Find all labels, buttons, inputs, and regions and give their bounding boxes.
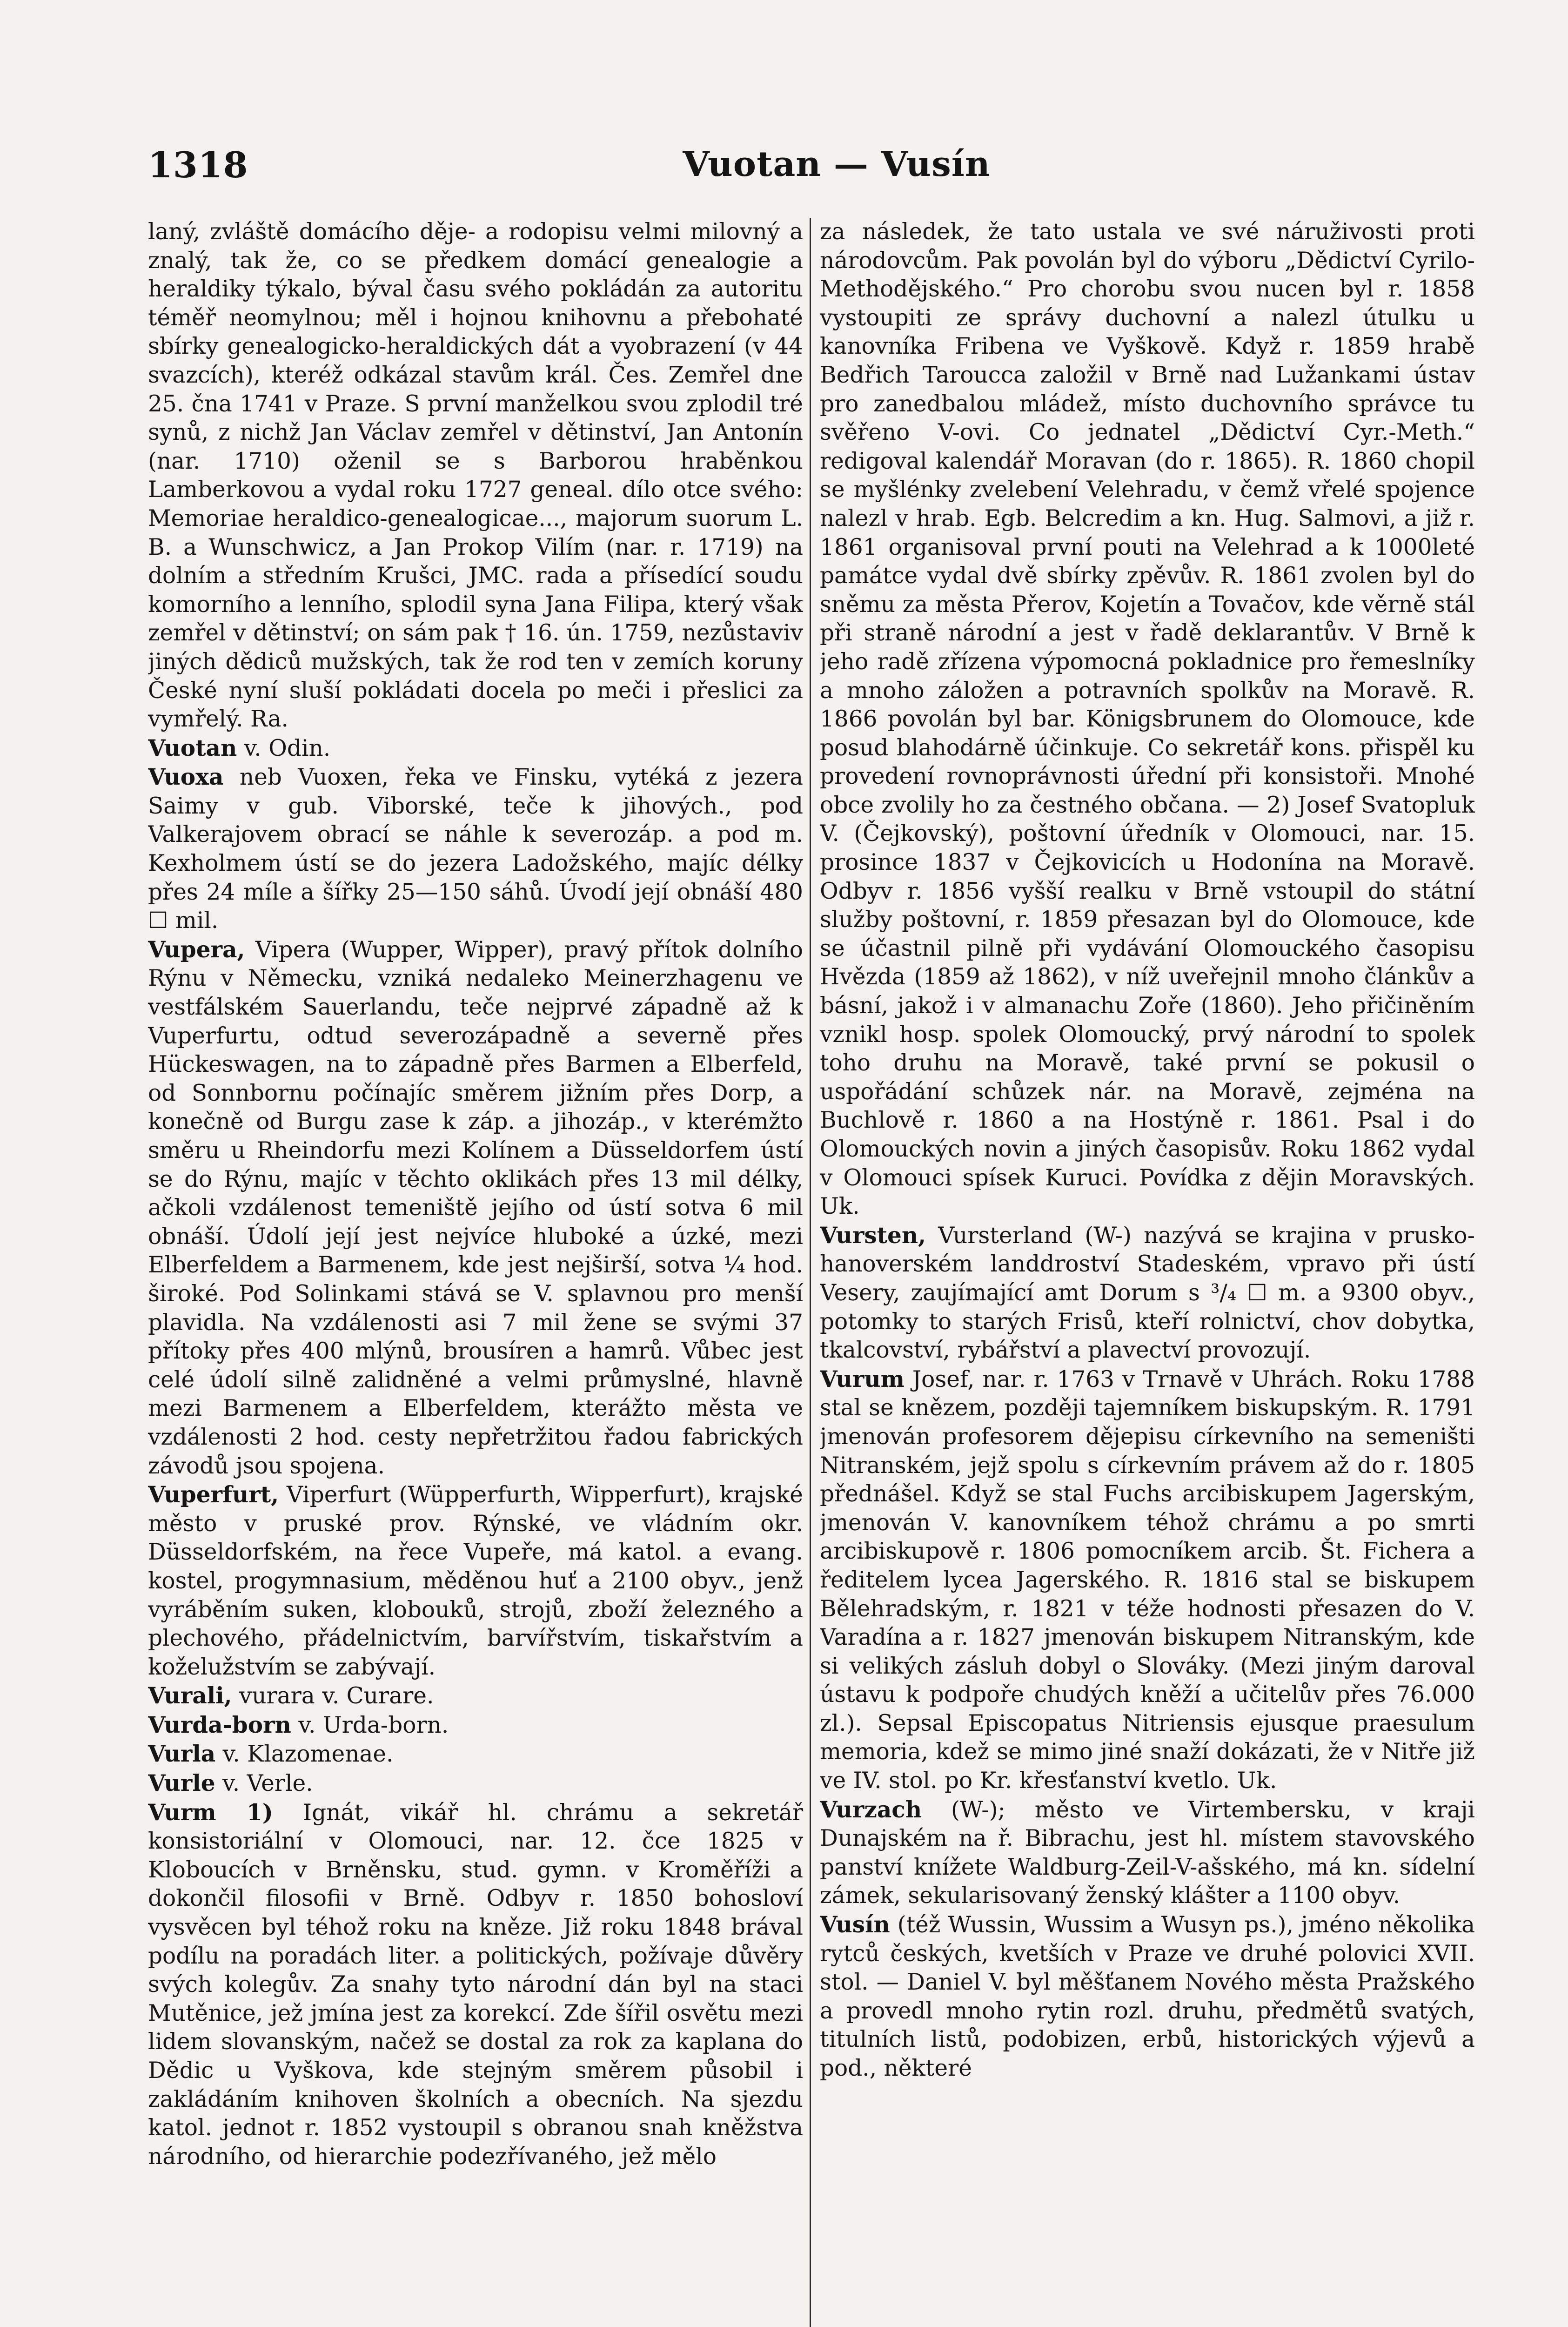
dictionary-entry (148, 763, 803, 935)
dictionary-entry (148, 1480, 803, 1681)
dictionary-entry (820, 1221, 1475, 1365)
entry-text: v. Klazomenae. (222, 1741, 394, 1768)
entry-headword: Vurum (820, 1365, 905, 1392)
column-divider (810, 218, 811, 2327)
dictionary-entry (148, 1740, 803, 1769)
dictionary-entry (148, 1798, 803, 2172)
entry-text: v. Verle. (222, 1770, 313, 1797)
entry-text: laný, zvláště domácího děje- a rodopisu velmi milovný a znalý, tak že, co se předkem domácí genealogie a heraldiky týkalo, býval času svého pokládán za autoritu téměř neomylnou; měl i hojnou knihovnu a přebohaté sbírky genealogicko-heraldických dát a vyobrazení (v 44 svazcích), kteréž odkázal stavům král. Čes. Zemřel dne 25. čna 1741 v Praze. S první manželkou svou zplodil tré synů, z nichž Jan Václav zemřel v dětinství, Jan Antonín (nar. 1710) oženil se s Barborou hraběnkou Lamberkovou a vydal roku 1727 geneal. dílo otce svého: Memoriae heraldico-genealogicae..., majorum suorum L. B. a Wunschwicz, a Jan Prokop Vilím (nar. r. 1719) na dolním a středním Krušci, JMC. rada a přísedící soudu komorního a lenního, splodil syna Jana Filipa, který však zemřel v dětinství; on sám pak † 16. ún. 1759, nezůstaviv jiných dědiců mužských, tak že rod ten v zemích koruny České nyní sluší pokládati docela po meči i přeslici za vymřelý. Ra. (148, 219, 803, 733)
entry-text: Ignát, vikář hl. chrámu a sekretář konsistoriální v Olomouci, nar. 12. čce 1825 v Kloboucích v Brněnsku, stud. gymn. v Kroměříži a dokončil filosofii v Brně. Odbyv r. 1850 bohosloví vysvěcen byl téhož roku na kněze. Již roku 1848 brával podílu na poradách liter. a politických, požívaje důvěry svých kolegův. Za snahy tyto národní dán byl na staci Mutěnice, jež jmína jest za korekcí. Zde šířil osvětu mezi lidem slovanským, načež se dostal za rok za kaplana do Dědic u Vyškova, kde stejným směrem působil i zakládáním knihoven školních a obecních. Na sjezdu katol. jednot r. 1852 vystoupil s obranou snah kněžstva národního, od hierarchie podezřívaného, jež mělo (148, 1799, 803, 2170)
right-column (820, 218, 1475, 2327)
entry-headword: Vurali, (148, 1682, 232, 1709)
page-number: 1318 (148, 144, 248, 186)
entry-headword: Vurm 1) (148, 1799, 273, 1826)
entry-headword: Vurla (148, 1741, 216, 1768)
entry-text: Vursterland (W-) nazývá se krajina v prusko-hanoverském landdroství Stadeském, vpravo při ústí Vesery, zaujímající amt Dorum s ³/₄ ☐ m. a 9300 obyv., potomky to starých Frisů, kteří rolnictví, chov dobytka, tkalcovství, rybářství a plavectví provozují. (820, 1222, 1475, 1364)
entry-text: v. Urda-born. (298, 1712, 449, 1738)
entry-headword: Vuperfurt, (148, 1481, 279, 1508)
entry-headword: Vurzach (820, 1796, 922, 1823)
dictionary-entry (148, 1769, 803, 1798)
entry-text: za následek, že tato ustala ve své náruživosti proti národovcům. Pak povolán byl do výboru „Dědictví Cyrilo-Methodějského.“ Pro chorobu svou nucen byl r. 1858 vystoupiti ze správy duchovní a nalezl útulku u kanovníka Fribena ve Vyškově. Když r. 1859 hrabě Bedřich Taroucca založil v Brně nad Lužankami ústav pro zanedbalou mládež, místo duchovního správce tu svěřeno V-ovi. Co jednatel „Dědictví Cyr.-Meth.“ redigoval kalendář Moravan (do r. 1865). R. 1860 chopil se myšlénky zvelebení Velehradu, v čemž vřelé spojence nalezl v hrab. Egb. Belcredim a kn. Hug. Salmovi, a již r. 1861 organisoval první pouti na Velehrad a k 1000leté památce vydal dvě sbírky zpěvův. R. 1861 zvolen byl do sněmu za města Přerov, Kojetín a Tovačov, kde věrně stál při straně národní a jest v řadě deklarantův. V Brně k jeho radě zřízena výpomocná pokladnice pro řemeslníky a mnoho záložen a potravních spolkův na Moravě. R. 1866 povolán byl bar. Königsbrunem do Olomouce, kde posud blahodárně účinkuje. Co sekretář kons. přispěl ku provedení rovnoprávnosti úřední při konsistoři. Mnohé obce zvolily ho za čestného občana. — 2) Josef Svatopluk V. (Čejkovský), poštovní úředník v Olomouci, nar. 15. prosince 1837 v Čejkovicích u Hodonína na Moravě. Odbyv r. 1856 vyšší realku v Brně vstoupil do státní služby poštovní, r. 1859 přesazan byl do Olomouce, kde se účastnil pilně při vydávání Olomouckého časopisu Hvězda (1859 až 1862), v níž uveřejnil mnoho článkův a básní, jakož i v almanachu Zoře (1860). Jeho přičiněním vznikl hosp. spolek Olomoucký, prvý národní to spolek toho druhu na Moravě, také první se pokusil o uspořádání schůzek nár. na Moravě, zejména na Buchlově r. 1860 a na Hostýně r. 1861. Psal i do Olomouckých novin a jiných časopisův. Roku 1862 vydal v Olomouci spísek Kuruci. Povídka z dějin Moravských. Uk. (820, 219, 1475, 1220)
dictionary-entry (820, 218, 1475, 1221)
entry-text: v. Odin. (244, 735, 331, 761)
entry-headword: Vurle (148, 1770, 215, 1797)
entry-text: vurara v. Curare. (239, 1683, 434, 1709)
entry-text: neb Vuoxen, řeka ve Finsku, vytéká z jezera Saimy v gub. Viborské, teče k jihových., pod Valkerajovem obrací se náhle k severozáp. a pod m. Kexholmem ústí se do jezera Ladožského, majíc délky přes 24 míle a šířky 25—150 sáhů. Úvodí její obnáší 480 ☐ mil. (148, 764, 803, 934)
dictionary-entry (148, 734, 803, 763)
entry-headword: Vusín (820, 1911, 890, 1938)
dictionary-entry (148, 1711, 803, 1740)
entry-headword: Vuoxa (148, 764, 224, 791)
left-column (148, 218, 803, 2327)
entry-text: (též Wussin, Wussim a Wusyn ps.), jméno několika rytců českých, kvetších v Praze ve druhé polovici XVII. stol. — Daniel V. byl měšťanem Nového města Pražského a provedl mnoho rytin rozl. druhu, předmětů svatých, titulních listů, podobizen, erbů, historických výjevů a pod., některé (820, 1912, 1475, 2081)
entry-text: (W-); město ve Virtembersku, v kraji Dunajském na ř. Bibrachu, jest hl. místem stavovského panství knížete Waldburg-Zeil-V-ašského, má kn. sídelní zámek, sekularisovaný ženský klášter a 1100 obyv. (820, 1796, 1475, 1909)
entry-headword: Vuotan (148, 734, 237, 761)
page-header (148, 144, 1525, 195)
dictionary-entry (148, 935, 803, 1480)
dictionary-entry (148, 1681, 803, 1711)
dictionary-entry (148, 218, 803, 734)
entry-headword: Vursten, (820, 1222, 926, 1249)
entry-text: Vipera (Wupper, Wipper), pravý přítok dolního Rýnu v Německu, vzniká nedaleko Meinerzhagenu ve vestfálském Sauerlandu, teče nejprvé západně až k Vuperfurtu, odtud severozápadně a severně přes Hückeswagen, na to západně přes Barmen a Elberfeld, od Sonnbornu počínajíc směrem jižním přes Dorp, a konečně od Burgu zase k záp. a jihozáp., v kterémžto směru u Rheindorfu mezi Kolínem a Düsseldorfem ústí se do Rýnu, majíc v těchto oklikách přes 13 mil délky, ačkoli vzdálenost temeniště jejího od ústí sotva 6 mil obnáší. Údolí její jest nejvíce hluboké a úzké, mezi Elberfeldem a Barmenem, kde jest nejširší, sotva ¼ hod. široké. Pod Solinkami stává se V. splavnou pro menší plavidla. Na vzdálenosti asi 7 mil žene se svými 37 přítoky přes 400 mlýnů, brousíren a hamrů. Vůbec jest celé údolí silně zalidněné a velmi průmyslné, hlavně mezi Barmenem a Elberfeldem, kterážto města ve vzdálenosti 2 hod. cesty nepřetržitou řadou fabrických závodů jsou spojena. (148, 936, 803, 1479)
dictionary-entry (820, 1796, 1475, 1910)
running-head: Vuotan — Vusín (683, 144, 991, 184)
entry-headword: Vurda-born (148, 1711, 291, 1738)
dictionary-entry (820, 1910, 1475, 2083)
dictionary-entry (820, 1365, 1475, 1796)
entry-text: Josef, nar. r. 1763 v Trnavě v Uhrách. Roku 1788 stal se knězem, později tajemníkem biskupským. R. 1791 jmenován profesorem dějepisu církevního na semeništi Nitranském, jejž spolu s církevním právem až do r. 1805 přednášel. Když se stal Fuchs arcibiskupem Jagerským, jmenován V. kanovníkem téhož chrámu a po smrti arcibiskupově r. 1806 pomocníkem arcib. Št. Fichera a ředitelem lycea Jagerského. R. 1816 stal se biskupem Bělehradským, r. 1821 v téže hodnosti přesazen do V. Varadína a r. 1827 jmenován biskupem Nitranským, kde si velikých zásluh dobyl o Slováky. (Mezi jiným daroval ústavu k podpoře chudých kněží a učitelův přes 76.000 zl.). Sepsal Episcopatus Nitriensis ejusque praesulum memoria, kdež se mimo jiné snaží dokázati, že v Nitře již ve IV. stol. po Kr. křesťanství kvetlo. Uk. (820, 1366, 1475, 1794)
entry-headword: Vupera, (148, 936, 245, 963)
entry-text: Viperfurt (Wüpperfurth, Wipperfurt), krajské město v pruské prov. Rýnské, ve vládním okr. Düsseldorfském, na řece Vupeře, má katol. a evang. kostel, progymnasium, měděnou huť a 2100 obyv., jenž vyráběním suken, klobouků, strojů, zboží železného a plechového, přádelnictvím, barvířstvím, tiskařstvím a koželužstvím se zabývají. (148, 1482, 803, 1680)
